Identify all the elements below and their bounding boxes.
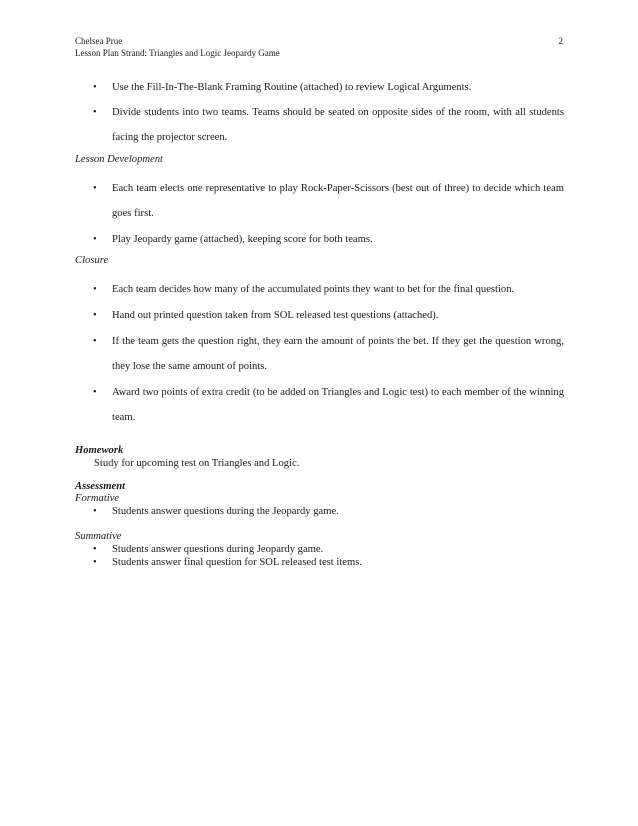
closure-bullet-extra-credit: • Award two points of extra credit (to be added on Triangles and Logic test) to each member of the winning team. — [112, 380, 564, 430]
page-header — [75, 35, 563, 59]
intro-bullet-divide-teams: • Divide students into two teams. Teams should be seated on opposite sides of the room, with all students facing the projector screen. — [112, 100, 564, 150]
closure-heading: Closure — [75, 255, 109, 266]
summative-bullet-jeopardy: • Students answer questions during Jeopardy game. — [112, 543, 564, 556]
homework-heading: Homework — [75, 445, 124, 456]
page-number: 2 — [558, 36, 563, 46]
lesson-development-heading: Lesson Development — [75, 154, 163, 165]
author-name: Chelsea Prue — [75, 36, 123, 46]
closure-bullet-earn-points: • If the team gets the question right, they earn the amount of points the bet. If they get the question wrong, they lose the same amount of points. — [112, 329, 564, 379]
summative-heading: Summative — [75, 531, 122, 542]
lesson-dev-bullet-play-jeopardy: • Play Jeopardy game (attached), keeping score for both teams. — [112, 227, 564, 252]
lesson-dev-bullet-rock-paper-scissors: • Each team elects one representative to play Rock-Paper-Scissors (best out of three) to decide which team goes first. — [112, 176, 564, 226]
closure-bullet-hand-out-question: • Hand out printed question taken from SOL released test questions (attached). — [112, 303, 564, 328]
assessment-heading: Assessment — [75, 481, 126, 492]
formative-bullet: • Students answer questions during the Jeopardy game. — [112, 505, 564, 518]
summative-bullet-sol-items: • Students answer final question for SOL released test items. — [112, 556, 564, 569]
intro-bullet-framing-routine: • Use the Fill-In-The-Blank Framing Routine (attached) to review Logical Arguments. — [112, 75, 564, 100]
formative-heading: Formative — [75, 493, 120, 504]
closure-bullet-bet-points: • Each team decides how many of the accumulated points they want to bet for the final question. — [112, 277, 564, 302]
lesson-plan-strand: Lesson Plan Strand: Triangles and Logic Jeopardy Game — [75, 48, 280, 58]
homework-text: Study for upcoming test on Triangles and Logic. — [94, 458, 300, 469]
